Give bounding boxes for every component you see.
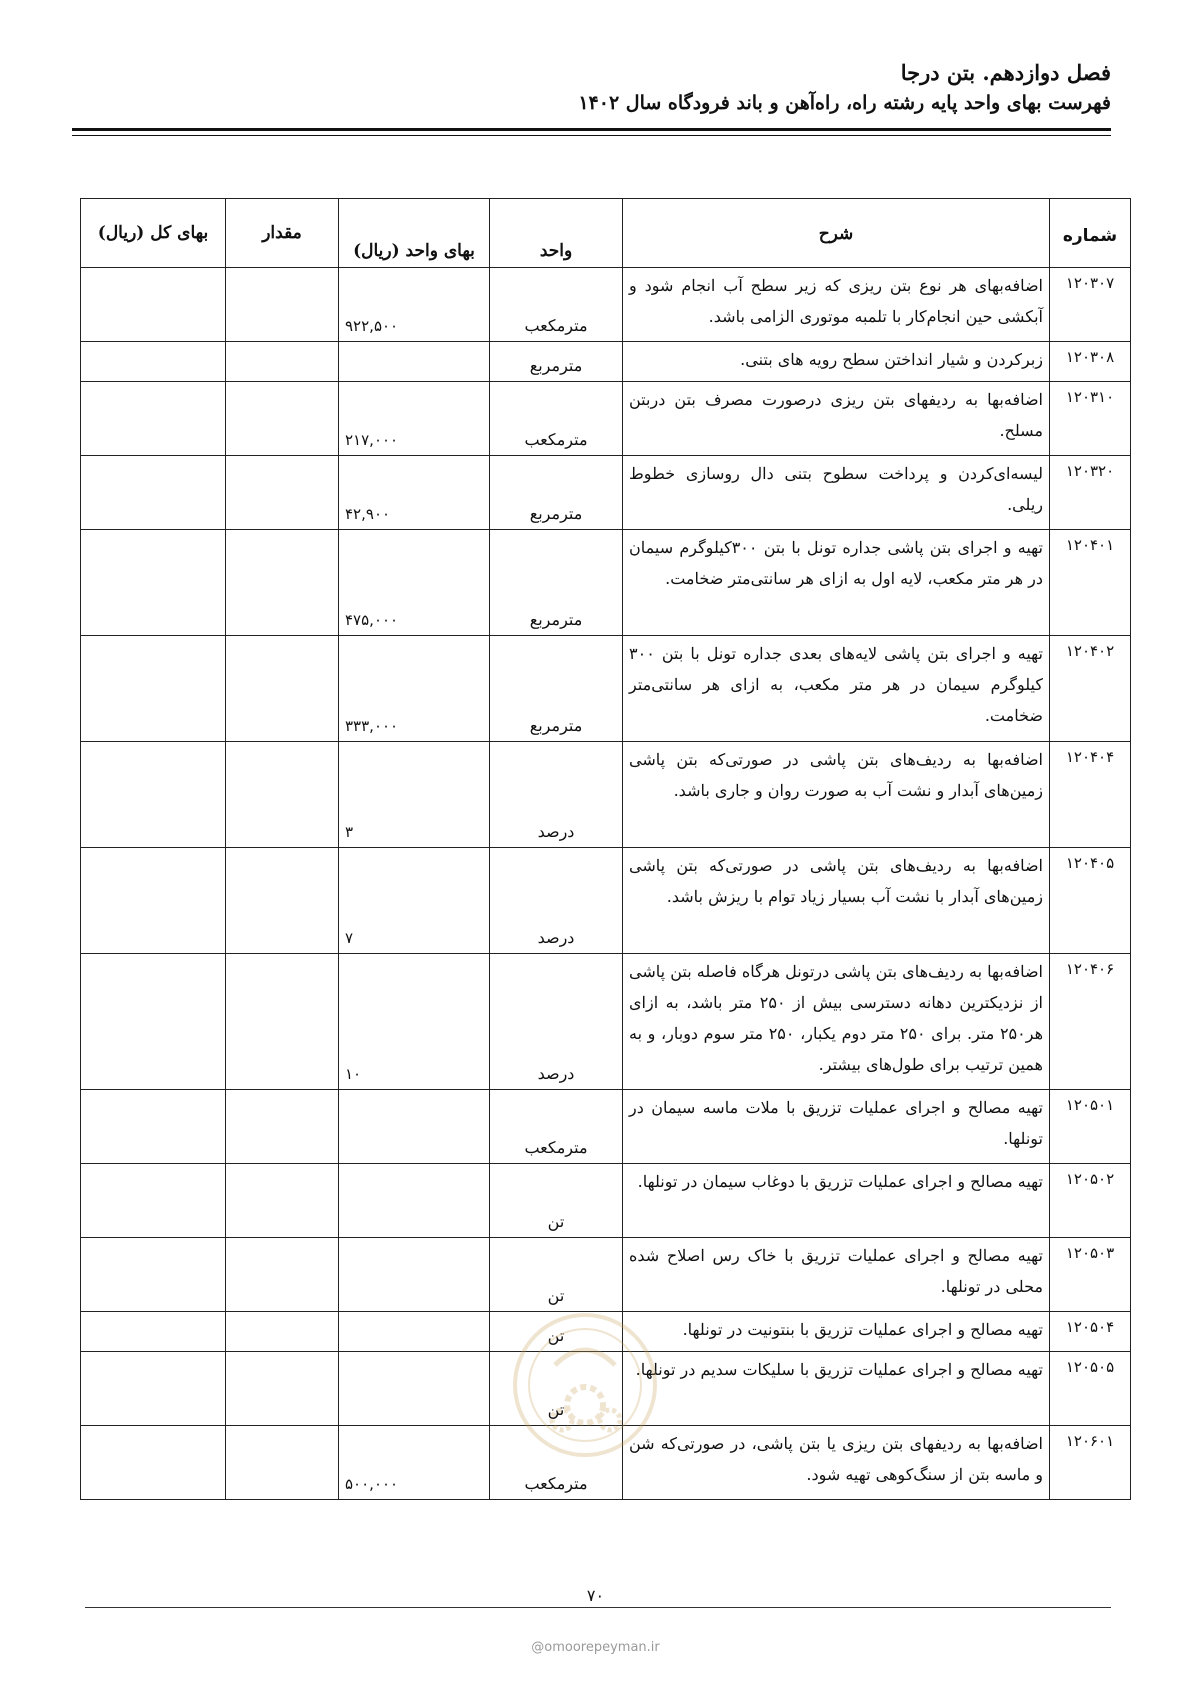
item-unit: مترمربع (490, 530, 623, 636)
item-number: ۱۲۰۵۰۲ (1050, 1164, 1131, 1238)
chapter-title: فصل دوازدهم. بتن درجا (900, 60, 1111, 85)
item-quantity (226, 1164, 339, 1238)
item-quantity (226, 1312, 339, 1352)
item-quantity (226, 382, 339, 456)
item-number: ۱۲۰۵۰۱ (1050, 1090, 1131, 1164)
table-row (81, 342, 1131, 382)
item-unit: تن (490, 1352, 623, 1426)
item-number: ۱۲۰۵۰۴ (1050, 1312, 1131, 1352)
item-total-price (81, 1164, 226, 1238)
item-total-price (81, 456, 226, 530)
item-unit-price (339, 1312, 490, 1352)
item-description: اضافه‌بها به ردیفهای بتن ریزی درصورت مصرف بتن دربتن مسلح. (623, 382, 1050, 456)
item-unit-price (339, 342, 490, 382)
watermark-seal (510, 1310, 660, 1460)
item-quantity (226, 342, 339, 382)
item-description: اضافه‌بها به ردیف‌های بتن پاشی درتونل هرگاه فاصله بتن پاشی از نزدیکترین دهانه دسترسی بیش از ۲۵۰ متر باشد، به ازای هر۲۵۰ متر. برای ۲۵۰ متر دوم یکبار، ۲۵۰ متر سوم دوبار، و به همین ترتیب برای طول‌های بیشتر. (623, 954, 1050, 1090)
item-description: تهیه مصالح و اجرای عملیات تزریق با خاک رس اصلاح شده محلی در تونلها. (623, 1238, 1050, 1312)
item-number: ۱۲۰۴۰۵ (1050, 848, 1131, 954)
item-unit-price: ۴۷۵,۰۰۰ (339, 530, 490, 636)
item-quantity (226, 636, 339, 742)
item-number: ۱۲۰۳۱۰ (1050, 382, 1131, 456)
header-rule-thick (72, 128, 1111, 131)
item-number: ۱۲۰۳۰۷ (1050, 268, 1131, 342)
item-unit-price (339, 1090, 490, 1164)
item-description: اضافه‌بها به ردیف‌های بتن پاشی در صورتی‌که بتن پاشی زمین‌های آبدار با نشت آب بسیار زیاد توام با ریزش باشد. (623, 848, 1050, 954)
table-row (81, 1090, 1131, 1164)
item-total-price (81, 1352, 226, 1426)
item-total-price (81, 742, 226, 848)
item-total-price (81, 848, 226, 954)
item-number: ۱۲۰۵۰۳ (1050, 1238, 1131, 1312)
item-unit: تن (490, 1312, 623, 1352)
item-total-price (81, 530, 226, 636)
item-unit-price (339, 1352, 490, 1426)
item-quantity (226, 268, 339, 342)
table-row (81, 530, 1131, 636)
item-number: ۱۲۰۴۰۱ (1050, 530, 1131, 636)
item-description: تهیه مصالح و اجرای عملیات تزریق با بنتونیت در تونلها. (623, 1312, 1050, 1352)
website-watermark: @omoorepeyman.ir (531, 1640, 660, 1655)
item-total-price (81, 954, 226, 1090)
document-subtitle: فهرست بهای واحد پایه رشته راه، راه‌آهن و باند فرودگاه سال ۱۴۰۲ (578, 92, 1111, 114)
item-unit-price: ۱۰ (339, 954, 490, 1090)
item-unit: مترمکعب (490, 1426, 623, 1500)
table-row (81, 636, 1131, 742)
col-header-description: شرح (623, 199, 1050, 268)
item-unit: تن (490, 1238, 623, 1312)
item-unit-price: ۷ (339, 848, 490, 954)
item-description: تهیه و اجرای بتن پاشی جداره تونل با بتن ۳۰۰کیلوگرم سیمان در هر متر مکعب، لایه اول به ازای هر سانتی‌متر ضخامت. (623, 530, 1050, 636)
item-unit-price: ۴۲,۹۰۰ (339, 456, 490, 530)
item-unit: مترمربع (490, 342, 623, 382)
col-header-number: شماره (1050, 199, 1131, 268)
item-quantity (226, 1090, 339, 1164)
item-total-price (81, 342, 226, 382)
table-header-row (81, 199, 1131, 268)
item-total-price (81, 636, 226, 742)
price-list-table (80, 198, 1131, 1500)
item-unit-price (339, 1238, 490, 1312)
item-description: تهیه مصالح و اجرای عملیات تزریق با دوغاب سیمان در تونلها. (623, 1164, 1050, 1238)
table-row (81, 456, 1131, 530)
item-quantity (226, 742, 339, 848)
item-quantity (226, 530, 339, 636)
item-unit-price: ۳ (339, 742, 490, 848)
item-quantity (226, 456, 339, 530)
header-rule-thin (72, 135, 1111, 136)
table-row (81, 268, 1131, 342)
item-description: اضافه‌بها به ردیفهای بتن ریزی یا بتن پاشی، در صورتی‌که شن و ماسه بتن از سنگ‌کوهی تهیه شود. (623, 1426, 1050, 1500)
item-total-price (81, 382, 226, 456)
col-header-quantity: مقدار (226, 199, 339, 268)
item-quantity (226, 954, 339, 1090)
col-header-unit: واحد (490, 199, 623, 268)
item-unit: مترمکعب (490, 268, 623, 342)
item-unit-price: ۲۱۷,۰۰۰ (339, 382, 490, 456)
item-unit: تن (490, 1164, 623, 1238)
item-total-price (81, 1090, 226, 1164)
item-unit: مترمربع (490, 456, 623, 530)
item-unit-price: ۳۳۳,۰۰۰ (339, 636, 490, 742)
page-number: ۷۰ (586, 1586, 605, 1605)
item-number: ۱۲۰۴۰۶ (1050, 954, 1131, 1090)
item-total-price (81, 1238, 226, 1312)
item-total-price (81, 268, 226, 342)
item-description: تهیه مصالح و اجرای عملیات تزریق با سلیکات سدیم در تونلها. (623, 1352, 1050, 1426)
item-total-price (81, 1426, 226, 1500)
item-number: ۱۲۰۴۰۴ (1050, 742, 1131, 848)
item-number: ۱۲۰۳۰۸ (1050, 342, 1131, 382)
item-number: ۱۲۰۵۰۵ (1050, 1352, 1131, 1426)
item-number: ۱۲۰۶۰۱ (1050, 1426, 1131, 1500)
item-unit: درصد (490, 848, 623, 954)
table-row (81, 1238, 1131, 1312)
item-unit-price: ۵۰۰,۰۰۰ (339, 1426, 490, 1500)
table-row (81, 1164, 1131, 1238)
item-quantity (226, 1238, 339, 1312)
item-number: ۱۲۰۴۰۲ (1050, 636, 1131, 742)
item-description: اضافه‌بهای هر نوع بتن ریزی که زیر سطح آب انجام شود و آبکشی حین انجام‌کار با تلمبه موتوری الزامی باشد. (623, 268, 1050, 342)
item-number: ۱۲۰۳۲۰ (1050, 456, 1131, 530)
item-unit: درصد (490, 742, 623, 848)
table-row (81, 382, 1131, 456)
item-description: تهیه مصالح و اجرای عملیات تزریق با ملات ماسه سیمان در تونلها. (623, 1090, 1050, 1164)
table-row (81, 954, 1131, 1090)
item-quantity (226, 848, 339, 954)
item-quantity (226, 1352, 339, 1426)
col-header-total-price: بهای کل (ریال) (81, 199, 226, 268)
item-unit: مترمربع (490, 636, 623, 742)
table-row (81, 742, 1131, 848)
col-header-unit-price: بهای واحد (ریال) (339, 199, 490, 268)
footer-rule (85, 1607, 1111, 1608)
item-description: تهیه و اجرای بتن پاشی لایه‌های بعدی جداره تونل با بتن ۳۰۰ کیلوگرم سیمان در هر متر مکعب، به ازای هر سانتی‌متر ضخامت. (623, 636, 1050, 742)
item-unit-price: ۹۲۲,۵۰۰ (339, 268, 490, 342)
item-unit: مترمکعب (490, 382, 623, 456)
page-header (578, 58, 1111, 118)
item-description: لیسه‌ای‌کردن و پرداخت سطوح بتنی دال روسازی خطوط ریلی. (623, 456, 1050, 530)
item-unit: درصد (490, 954, 623, 1090)
item-quantity (226, 1426, 339, 1500)
item-unit-price (339, 1164, 490, 1238)
table-row (81, 848, 1131, 954)
item-description: اضافه‌بها به ردیف‌های بتن پاشی در صورتی‌که بتن پاشی زمین‌های آبدار و نشت آب به صورت روان و جاری باشد. (623, 742, 1050, 848)
item-description: زبرکردن و شیار انداختن سطح رویه های بتنی. (623, 342, 1050, 382)
item-total-price (81, 1312, 226, 1352)
item-unit: مترمکعب (490, 1090, 623, 1164)
